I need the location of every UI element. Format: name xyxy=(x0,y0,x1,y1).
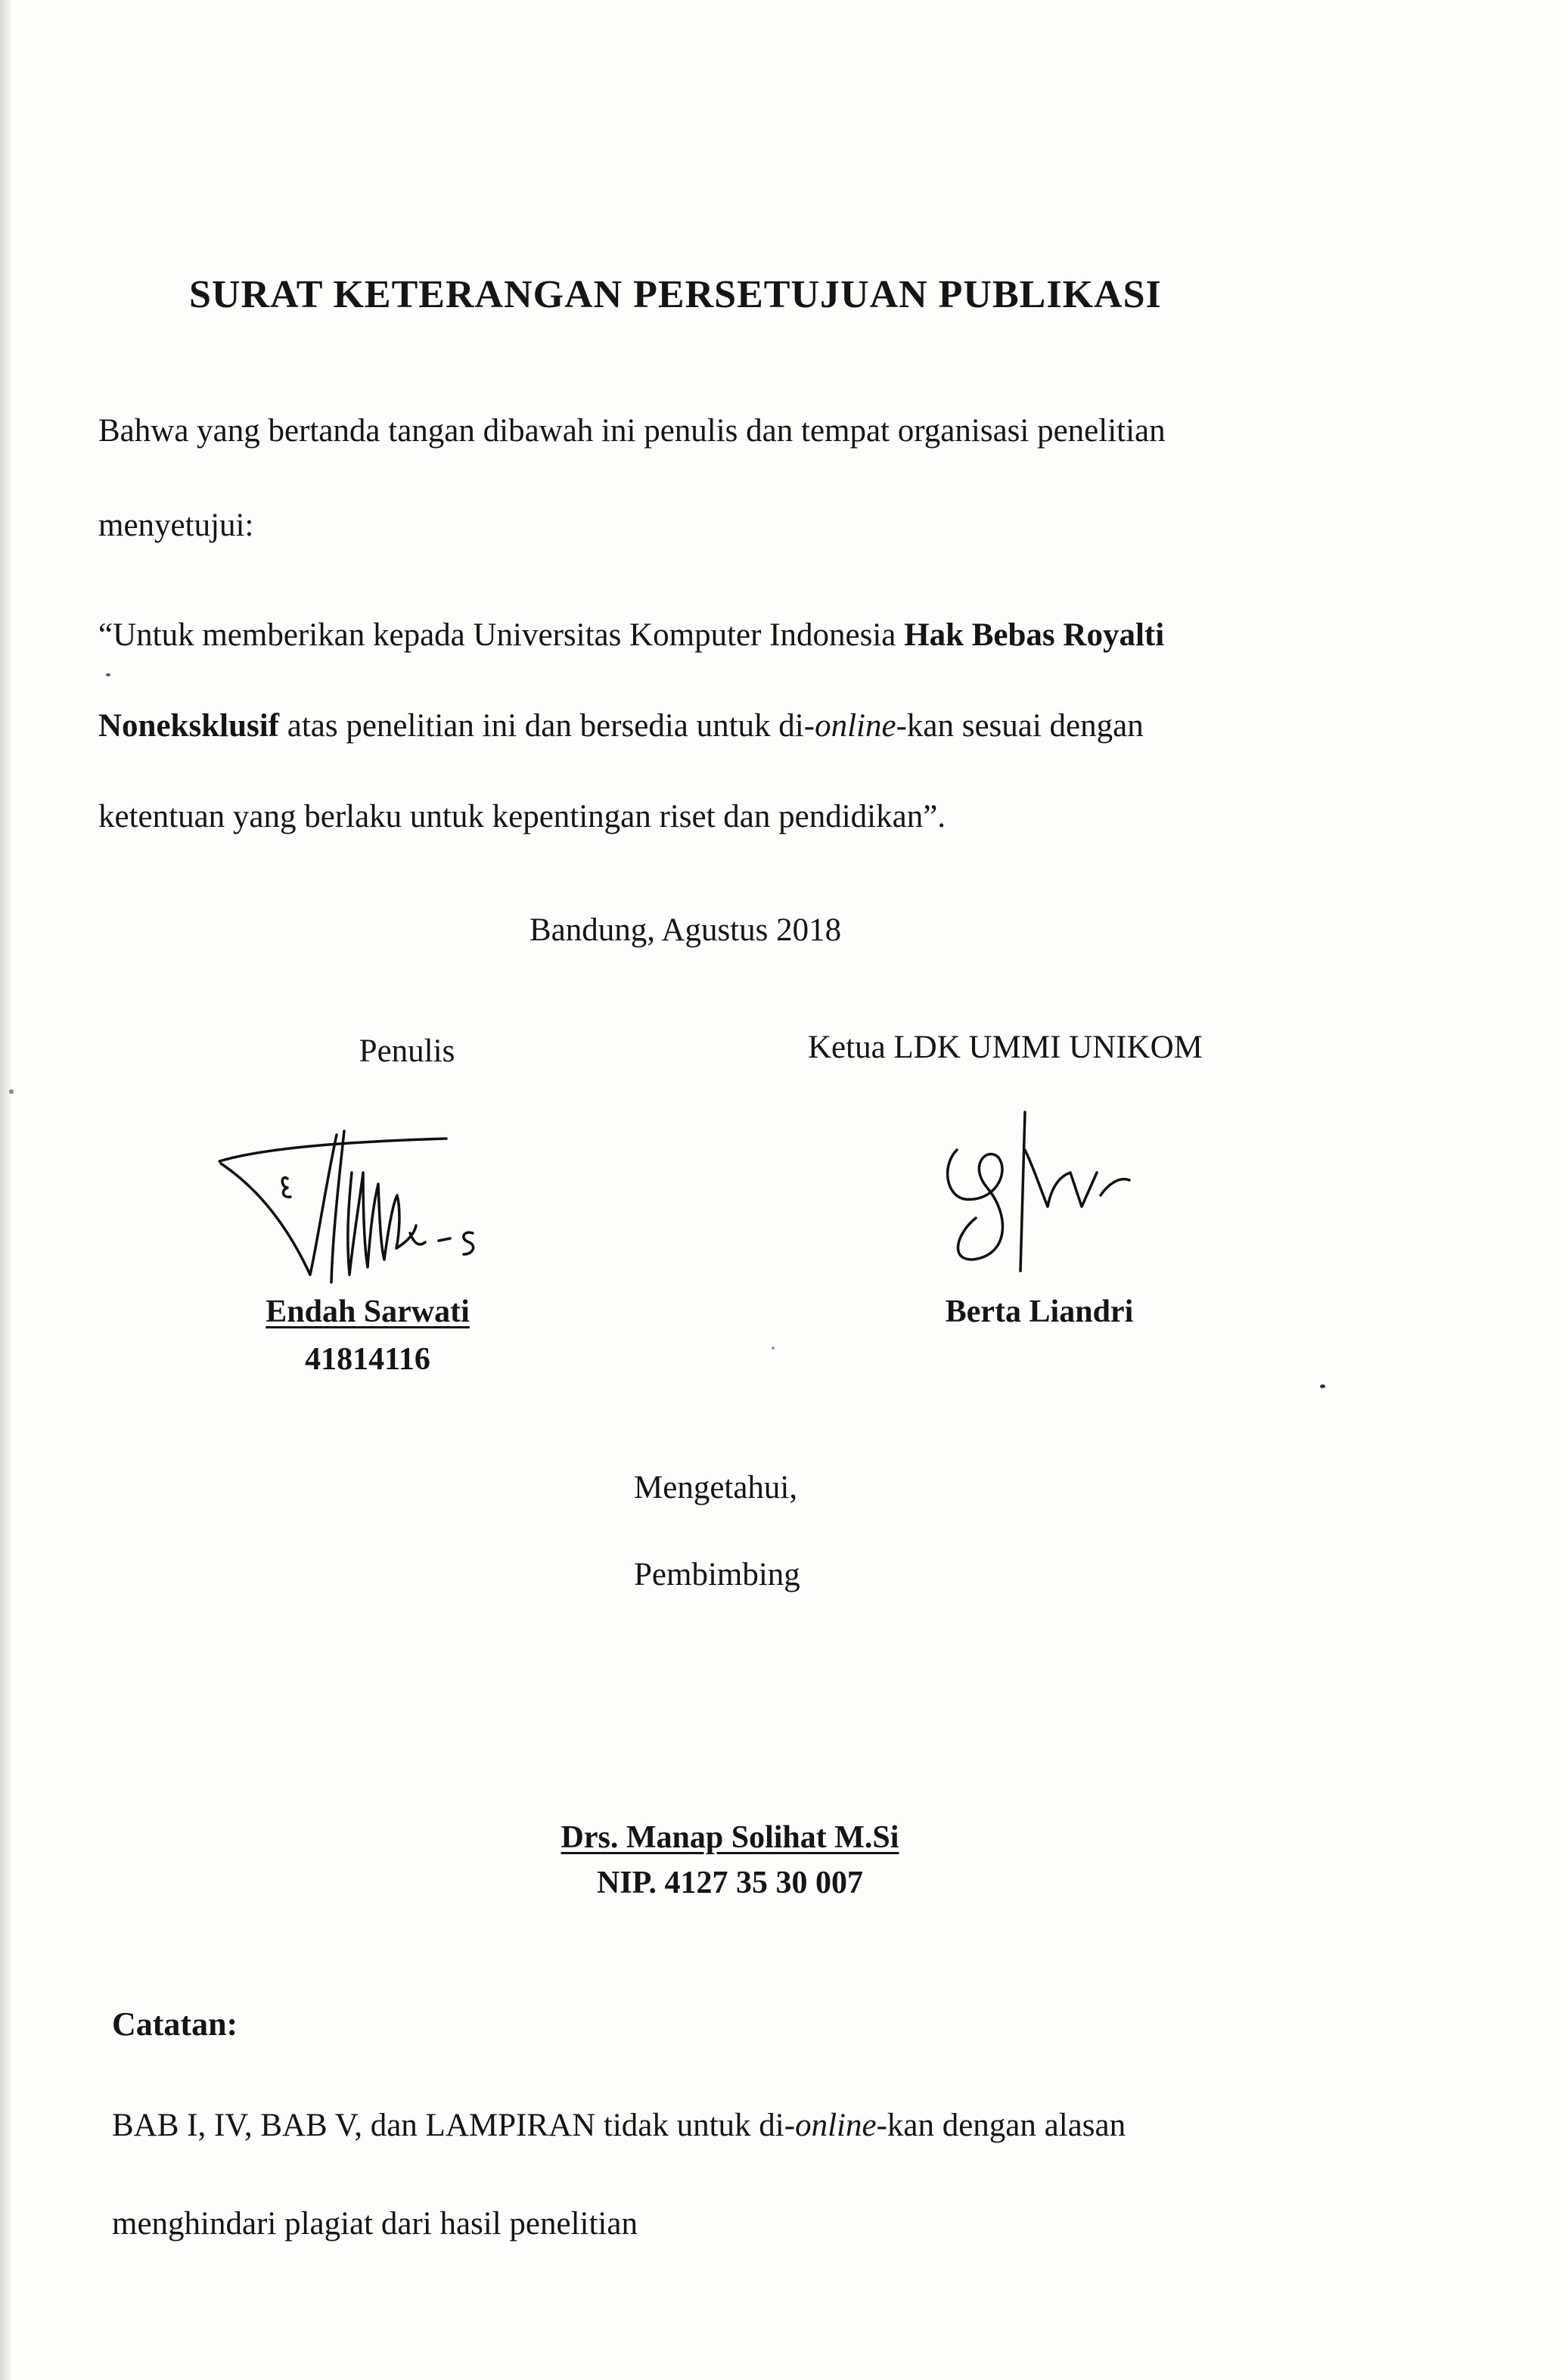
scan-speck xyxy=(9,1089,14,1094)
left-signer-role: Penulis xyxy=(359,1033,455,1069)
note-line-2: menghindari plagiat dari hasil penelitian xyxy=(112,2206,638,2242)
note-heading: Catatan: xyxy=(112,2006,238,2043)
left-signer-id: 41814116 xyxy=(305,1342,430,1377)
statement-bold: Hak Bebas Royalti xyxy=(904,617,1165,653)
statement-text: atas penelitian ini dan bersedia untuk di- xyxy=(278,708,815,744)
statement-italic: online xyxy=(815,708,896,744)
document-title: SURAT KETERANGAN PERSETUJUAN PUBLIKASI xyxy=(189,273,1162,316)
note-line-1 xyxy=(112,2107,1126,2144)
acknowledge-role: Pembimbing xyxy=(634,1557,800,1592)
scan-speck xyxy=(1320,1384,1325,1388)
note-text: -kan dengan alasan xyxy=(876,2108,1126,2143)
statement-line-1 xyxy=(98,617,1164,654)
scan-edge-shadow xyxy=(0,0,11,2380)
statement-line-2 xyxy=(98,707,1144,744)
intro-line-2: menyetujui: xyxy=(98,508,254,543)
supervisor-nip: NIP. 4127 35 30 007 xyxy=(597,1866,863,1900)
acknowledge-label: Mengetahui, xyxy=(634,1470,798,1505)
statement-text: “Untuk memberikan kepada Universitas Komputer Indonesia xyxy=(98,617,905,653)
scan-speck xyxy=(772,1347,775,1350)
place-date: Bandung, Agustus 2018 xyxy=(530,912,842,948)
statement-bold: Noneksklusif xyxy=(98,708,279,744)
supervisor-name: Drs. Manap Solihat M.Si xyxy=(561,1820,899,1855)
scan-speck xyxy=(106,673,110,676)
note-text: BAB I, IV, BAB V, dan LAMPIRAN tidak untuk di- xyxy=(112,2108,796,2143)
note-italic: online xyxy=(795,2108,877,2143)
intro-line-1: Bahwa yang bertanda tangan dibawah ini penulis dan tempat organisasi penelitian xyxy=(98,413,1166,449)
signature-berta-liandri xyxy=(927,1105,1154,1294)
signature-endah-sarwati xyxy=(212,1120,499,1294)
statement-text: -kan sesuai dengan xyxy=(896,708,1144,744)
left-signer-name: Endah Sarwati xyxy=(266,1294,470,1329)
right-signer-role: Ketua LDK UMMI UNIKOM xyxy=(808,1030,1203,1065)
statement-line-3: ketentuan yang berlaku untuk kepentingan riset dan pendidikan”. xyxy=(98,799,946,834)
right-signer-name: Berta Liandri xyxy=(945,1294,1134,1329)
